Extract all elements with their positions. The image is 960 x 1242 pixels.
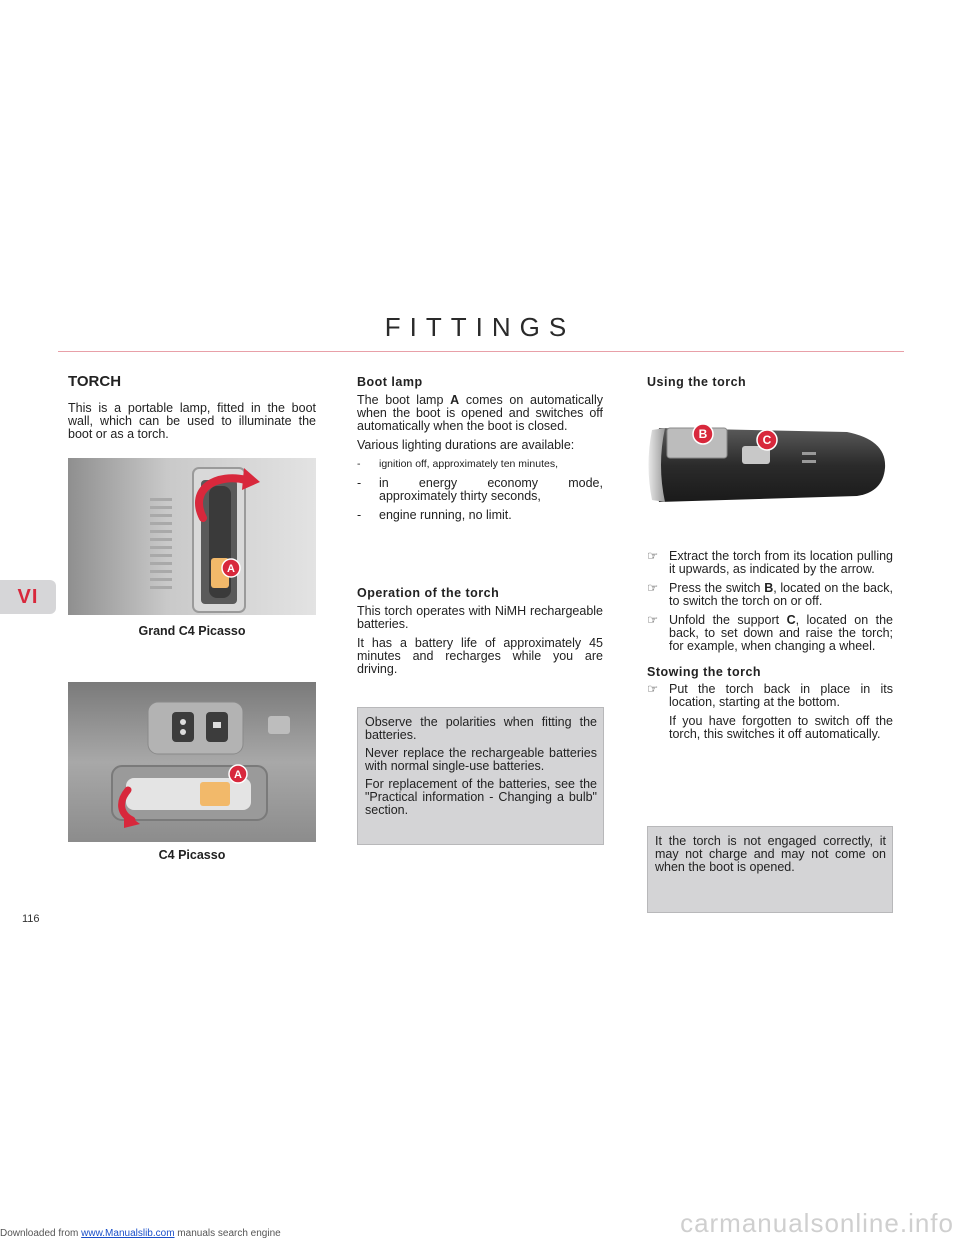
page-number: 116 bbox=[22, 913, 40, 925]
operation-text-1: This torch operates with NiMH rechargeable batteries. bbox=[357, 604, 603, 631]
figure-caption-c4: C4 Picasso bbox=[158, 848, 226, 862]
torch-illustration bbox=[647, 410, 893, 515]
list-item: ☞ Put the torch back in place in its location, starting at the bottom. bbox=[647, 682, 893, 709]
note-text: For replacement of the batteries, see the "Practical information - Changing a bulb" section. bbox=[365, 777, 597, 817]
list-item: - ignition off, approximately ten minutes, bbox=[357, 458, 558, 470]
column-boot-lamp bbox=[357, 375, 603, 528]
footer-suffix: manuals search engine bbox=[174, 1228, 281, 1239]
step-text: Put the torch back in place in its location, starting at the bottom. bbox=[669, 682, 893, 709]
callout-b: B bbox=[698, 427, 708, 441]
duration-text: ignition off, approximately ten minutes, bbox=[379, 458, 558, 470]
stowing-steps-list bbox=[647, 683, 893, 709]
column-torch bbox=[68, 373, 316, 447]
torch-figure bbox=[647, 410, 893, 515]
column-operation bbox=[357, 586, 603, 682]
engagement-note-box bbox=[647, 826, 893, 913]
figure-caption-grand-c4: Grand C4 Picasso bbox=[138, 624, 246, 638]
using-torch-steps bbox=[647, 550, 893, 747]
step-text: Unfold the support bbox=[669, 613, 787, 627]
list-item: ☞ Extract the torch from its location pulling it upwards, as indicated by the arrow. bbox=[647, 549, 893, 576]
lighting-durations-intro: Various lighting durations are available: bbox=[357, 438, 575, 452]
manualslib-link[interactable]: www.Manualslib.com bbox=[81, 1228, 175, 1239]
boot-lamp-text-2: comes on automatically when the boot is opened and switches off automatically when the boot is closed. bbox=[357, 393, 603, 433]
duration-text: in energy economy mode, approximately thirty seconds, bbox=[379, 476, 603, 503]
callout-c: C bbox=[762, 433, 772, 447]
step-ref-c: C bbox=[786, 613, 796, 627]
download-footer bbox=[0, 1228, 281, 1239]
list-item: ☞ Unfold the support C, located on the back, to set down and raise the torch; for example, when changing a wheel. bbox=[647, 613, 894, 653]
footer-prefix: Downloaded from bbox=[0, 1228, 82, 1239]
figure-grand-c4-picasso bbox=[68, 458, 316, 615]
note-text: Observe the polarities when fitting the batteries. bbox=[365, 715, 597, 742]
column-using-torch bbox=[647, 375, 893, 389]
list-item: ☞ Press the switch B, located on the back, to switch the torch on or off. bbox=[647, 581, 893, 608]
boot-lamp-ref-a: A bbox=[450, 393, 460, 407]
torch-heading: TORCH bbox=[68, 373, 122, 390]
step-text: Extract the torch from its location pulling it upwards, as indicated by the arrow. bbox=[669, 549, 893, 576]
callout-a: A bbox=[227, 563, 235, 575]
callout-a-2: A bbox=[234, 769, 242, 781]
c4-boot-lamp-illustration bbox=[68, 682, 316, 842]
chapter-tab bbox=[0, 580, 56, 614]
torch-intro: This is a portable lamp, fitted in the boot wall, which can be used to illuminate the boot or as a torch. bbox=[68, 401, 316, 441]
grand-c4-boot-lamp-illustration bbox=[68, 458, 316, 615]
batteries-note-box bbox=[357, 707, 604, 845]
step-text: , located on the back, to switch the torch on or off. bbox=[669, 581, 893, 608]
using-steps-list bbox=[647, 550, 893, 653]
title-divider bbox=[58, 351, 904, 352]
boot-lamp-description bbox=[357, 394, 603, 433]
note-text: Never replace the rechargeable batteries with normal single-use batteries. bbox=[365, 746, 597, 773]
step-text: , located on the back, to set down and raise the torch; for example, when changing a wheel. bbox=[669, 613, 894, 653]
boot-lamp-heading: Boot lamp bbox=[357, 375, 423, 389]
list-item: - in energy economy mode, approximately thirty seconds, bbox=[357, 476, 603, 503]
watermark: carmanualsonline.info bbox=[680, 1208, 954, 1238]
chapter-tab-label: VI bbox=[17, 586, 39, 608]
figure-c4-picasso bbox=[68, 682, 316, 842]
using-torch-heading: Using the torch bbox=[647, 375, 747, 389]
operation-heading: Operation of the torch bbox=[357, 586, 500, 600]
duration-text: engine running, no limit. bbox=[379, 508, 512, 522]
page-title: FITTINGS bbox=[384, 312, 576, 342]
stowing-heading: Stowing the torch bbox=[647, 665, 762, 679]
step-text: Press the switch bbox=[669, 581, 765, 595]
list-item: - engine running, no limit. bbox=[357, 508, 512, 522]
stowing-note: If you have forgotten to switch off the torch, this switches it off automatically. bbox=[669, 714, 893, 741]
lighting-durations-list bbox=[357, 458, 603, 522]
boot-lamp-text-1: The boot lamp bbox=[357, 393, 451, 407]
step-ref-b: B bbox=[764, 581, 774, 595]
operation-text-2: It has a battery life of approximately 45 minutes and recharges while you are driving. bbox=[357, 636, 603, 676]
note-text: It the torch is not engaged correctly, it may not charge and may not come on when the boot is opened. bbox=[655, 834, 886, 874]
